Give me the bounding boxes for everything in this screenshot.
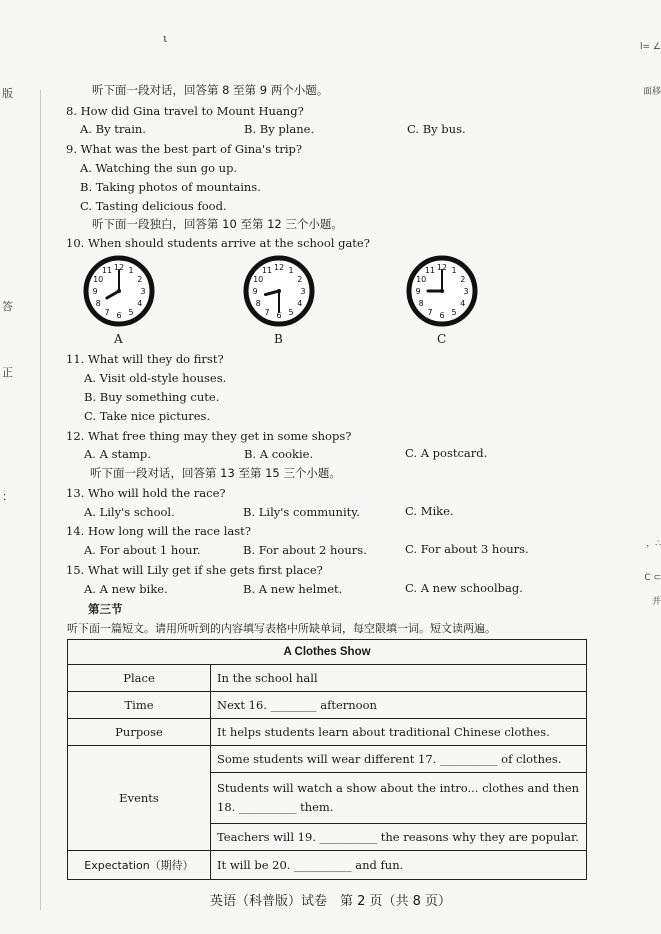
clock-numeral: 3 (300, 287, 306, 296)
question-stem: 15. What will Lily get if she gets first place? (66, 563, 323, 577)
option-c: C. Mike. (405, 504, 454, 518)
clock-numeral: 2 (137, 275, 143, 284)
clock-numeral: 2 (297, 275, 303, 284)
table-row (68, 851, 587, 880)
row-label: Events (68, 746, 211, 851)
right-edge-text: ，∴ (646, 539, 661, 549)
option-a: A. For about 1 hour. (84, 543, 201, 557)
clock-numeral: 6 (439, 311, 445, 320)
clock-numeral: 10 (93, 275, 104, 284)
clock-numeral: 8 (418, 299, 424, 308)
clock-numeral: 12 (273, 263, 285, 272)
clock-numeral: 5 (128, 307, 134, 317)
option-c: C. A postcard. (405, 446, 488, 460)
section-instruction: 听下面一段对话，回答第 8 至第 9 两个小题。 (92, 83, 329, 97)
option-b: B. Taking photos of mountains. (80, 180, 261, 194)
question-stem: 14. How long will the race last? (66, 524, 251, 538)
option-a: A. A new bike. (84, 582, 168, 596)
clock-numeral: 1 (288, 266, 294, 276)
part-heading: 第三节 (88, 602, 123, 616)
clock-label-a: A (114, 332, 123, 346)
table-row (68, 746, 587, 773)
clock-numeral: 10 (416, 275, 427, 284)
question-stem: 11. What will they do first? (66, 352, 224, 366)
clock-numeral: 6 (276, 311, 282, 320)
clothes-show-table (67, 639, 587, 880)
edge-char: ： (2, 490, 13, 503)
option-c: C. Take nice pictures. (84, 409, 211, 423)
question-stem: 13. Who will hold the race? (66, 486, 226, 500)
clock-numeral: 11 (101, 266, 113, 276)
clock-a (83, 255, 155, 327)
row-value: Teachers will 19. __________ the reasons why they are popular. (211, 824, 587, 851)
option-b: B. For about 2 hours. (243, 543, 367, 557)
row-value: Next 16. ________ afternoon (211, 692, 587, 719)
row-label: Purpose (68, 719, 211, 746)
clock-label-b: B (274, 332, 283, 346)
option-c: C. By bus. (407, 122, 466, 136)
clock-numeral: 9 (252, 287, 258, 296)
section-instruction: 听下面一段独白，回答第 10 至第 12 三个小题。 (92, 217, 343, 231)
clock-numeral: 11 (424, 266, 436, 276)
question-stem: 8. How did Gina travel to Mount Huang? (66, 104, 304, 118)
option-a: A. A stamp. (84, 447, 151, 461)
table-row (68, 719, 587, 746)
clock-label-c: C (437, 332, 447, 346)
table-row (68, 665, 587, 692)
edge-char: 版 (2, 87, 13, 100)
option-b: B. Buy something cute. (84, 390, 220, 404)
edge-mark: ι (163, 32, 168, 45)
clock-numeral: 5 (451, 307, 457, 317)
question-stem: 12. What free thing may they get in some shops? (66, 429, 352, 443)
clock-numeral: 7 (104, 307, 110, 317)
clock-numeral: 12 (436, 263, 448, 272)
clock-numeral: 11 (261, 266, 273, 276)
table-row (68, 692, 587, 719)
clock-numeral: 8 (255, 299, 261, 308)
clock-numeral: 12 (113, 263, 125, 272)
option-a: A. Lily's school. (84, 505, 175, 519)
clock-numeral: 8 (95, 299, 101, 308)
page-footer: 英语（科普版）试卷 第 2 页（共 8 页） (209, 894, 452, 909)
row-value: Some students will wear different 17. __________ of clothes. (211, 746, 587, 773)
option-b: B. By plane. (244, 122, 315, 136)
option-b: B. Lily's community. (243, 505, 360, 519)
option-c: C. A new schoolbag. (405, 581, 523, 595)
section-instruction: 听下面一段对话，回答第 13 至第 15 三个小题。 (90, 466, 341, 480)
clock-numeral: 4 (137, 299, 143, 308)
option-a: A. Watching the sun go up. (80, 161, 238, 175)
right-edge-text: 面移 (642, 87, 661, 97)
row-value: In the school hall (211, 665, 587, 692)
row-value: Students will watch a show about the intro... clothes and then 18. __________ them. (211, 773, 587, 824)
row-label: Expectation（期待） (68, 851, 211, 880)
option-b: B. A cookie. (244, 447, 314, 461)
clock-numeral: 7 (427, 307, 433, 317)
clock-numeral: 1 (128, 266, 134, 276)
edge-char: 正 (2, 366, 13, 379)
question-stem: 9. What was the best part of Gina's trip? (66, 142, 303, 156)
clock-numeral: 4 (460, 299, 466, 308)
binding-margin-line (40, 90, 41, 910)
clock-numeral: 3 (463, 287, 469, 296)
clock-c (406, 255, 478, 327)
row-value: It helps students learn about traditional Chinese clothes. (211, 719, 587, 746)
table-row (68, 640, 587, 665)
clock-b (243, 255, 315, 327)
right-edge-text: l= ∠ (640, 42, 661, 52)
clock-numeral: 2 (460, 275, 466, 284)
option-a: A. Visit old-style houses. (84, 371, 227, 385)
clock-numeral: 9 (415, 287, 421, 296)
option-c: C. For about 3 hours. (405, 542, 529, 556)
clock-numeral: 7 (264, 307, 270, 317)
clock-numeral: 5 (288, 307, 294, 317)
right-edge-text: C ⊂ (644, 573, 661, 583)
clock-numeral: 6 (116, 311, 122, 320)
clock-numeral: 3 (140, 287, 146, 296)
edge-char: 答 (2, 300, 13, 313)
question-stem: 10. When should students arrive at the school gate? (66, 236, 370, 250)
table-title: A Clothes Show (68, 640, 587, 665)
part-instruction: 听下面一篇短文。请用所听到的内容填写表格中所缺单词，每空限填一词。短文读两遍。 (67, 622, 496, 635)
option-c: C. Tasting delicious food. (80, 199, 227, 213)
clock-numeral: 10 (253, 275, 264, 284)
clock-numeral: 1 (451, 266, 457, 276)
row-value: It will be 20. __________ and fun. (211, 851, 587, 880)
right-edge-text: 并 (651, 597, 661, 607)
clock-numeral: 9 (92, 287, 98, 296)
option-a: A. By train. (80, 122, 146, 136)
option-b: B. A new helmet. (243, 582, 343, 596)
row-label: Place (68, 665, 211, 692)
clock-numeral: 4 (297, 299, 303, 308)
row-label: Time (68, 692, 211, 719)
